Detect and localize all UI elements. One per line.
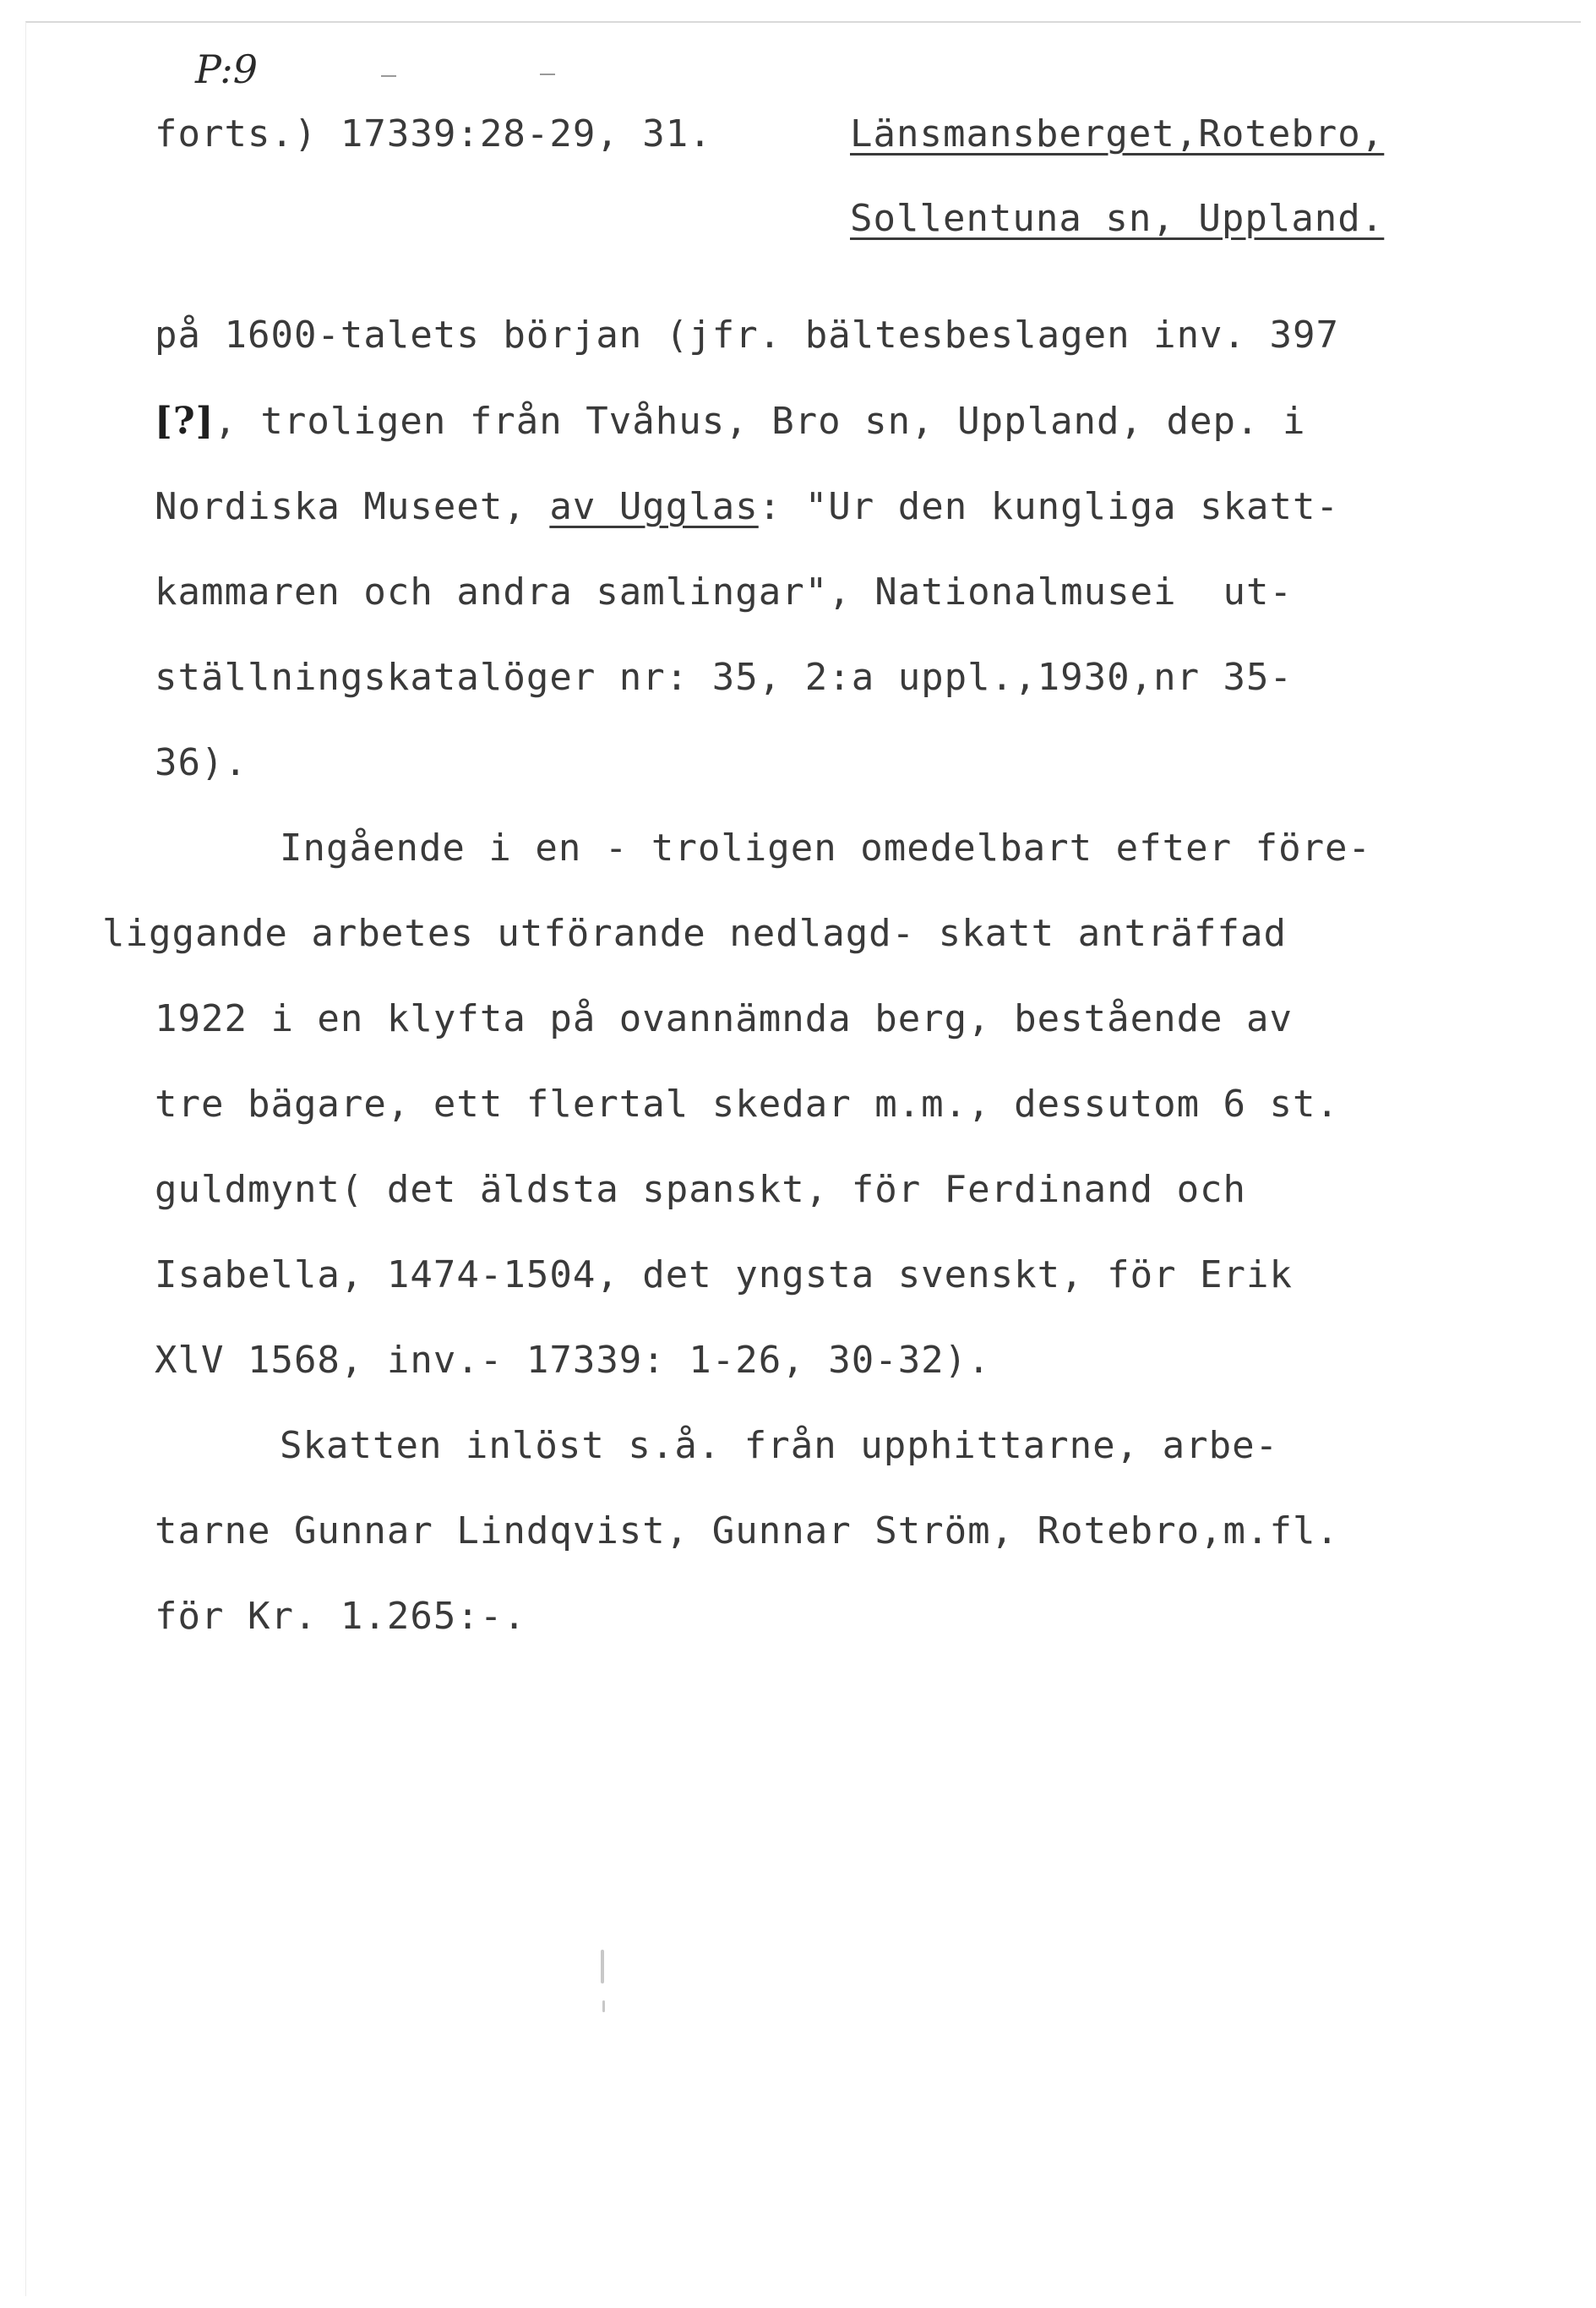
text-line: kammaren och andra samlingar", Nationalmusei ut- — [155, 570, 1294, 614]
pencil-annotation: P:9 — [195, 46, 259, 92]
text-line: Ingående i en - troligen omedelbart efter före- — [280, 827, 1372, 870]
text-line: tarne Gunnar Lindqvist, Gunnar Ström, Rotebro,m.fl. — [155, 1509, 1340, 1552]
text-line: Nordiska Museet, av Ugglas: "Ur den kungliga skatt- — [155, 485, 1340, 528]
paper-speck — [601, 1950, 604, 1983]
text-line — [155, 400, 1306, 443]
inventory-reference: forts.) 17339:28-29, 31. — [155, 112, 712, 156]
text-line: 1922 i en klyfta på ovannämnda berg, bestående av — [155, 997, 1294, 1040]
text-line-rest: , troligen från Tvåhus, Bro sn, Uppland, dep. i — [214, 400, 1306, 443]
text-line: XlV 1568, inv.- 17339: 1-26, 30-32). — [155, 1339, 991, 1382]
text-line: 36). — [155, 741, 248, 784]
text-line: Isabella, 1474-1504, det yngsta svenskt, för Erik — [155, 1253, 1294, 1296]
find-place-line-2: Sollentuna sn, Uppland. — [850, 197, 1385, 240]
document-page — [25, 21, 1581, 2296]
stray-dash — [381, 75, 396, 77]
text-line: ställningskatalöger nr: 35, 2:a uppl.,1930,nr 35- — [155, 656, 1294, 699]
stray-dash — [540, 74, 555, 75]
uncertain-inventory-mark: [?] — [155, 400, 215, 443]
text-line: för Kr. 1.265:-. — [155, 1595, 526, 1638]
paper-speck — [602, 2000, 605, 2012]
text-line: liggande arbetes utförande nedlagd- skatt anträffad — [102, 912, 1288, 955]
text-line: Skatten inlöst s.å. från upphittarne, arbe- — [280, 1424, 1279, 1467]
text-line: guldmynt( det äldsta spanskt, för Ferdinand och — [155, 1168, 1247, 1211]
author-name: av Ugglas — [549, 485, 759, 528]
text-line: på 1600-talets början (jfr. bältesbeslagen inv. 397 — [155, 314, 1340, 357]
find-place-line-1: Länsmansberget,Rotebro, — [850, 112, 1385, 156]
text-line: tre bägare, ett flertal skedar m.m., dessutom 6 st. — [155, 1083, 1340, 1126]
